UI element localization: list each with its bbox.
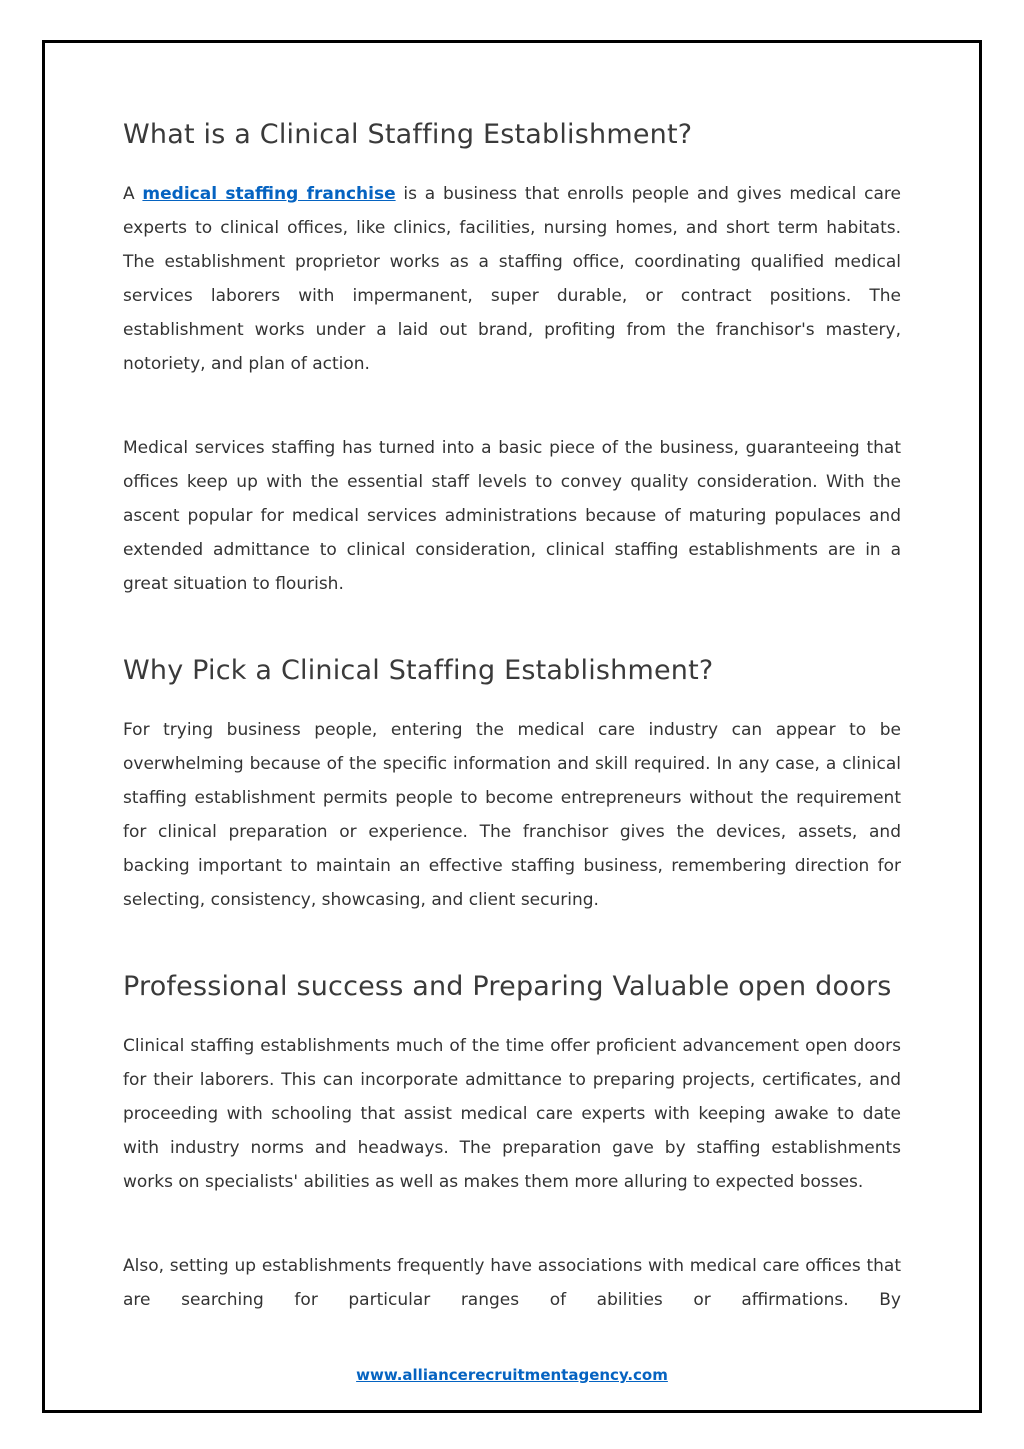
paragraph-1-rest: is a business that enrolls people and gives medical care experts to clinical offices, like clinics, facilities, nursing homes, and short term habitats. The establishment proprietor works as a staffing office, coordinating qualified medical services laborers with impermanent, super durable, or contract positions. The establishment works under a laid out brand, profiting from the franchisor's mastery, notoriety, and plan of action. [123, 184, 901, 374]
paragraph-3: For trying business people, entering the medical care industry can appear to be overwhelming because of the specific information and skill required. In any case, a clinical staffing establishment permits people to become entrepreneurs without the requirement for clinical preparation or experience. The franchisor gives the devices, assets, and backing important to maintain an effective staffing business, remembering direction for selecting, consistency, showcasing, and client securing. [123, 720, 901, 910]
paragraph-1-prefix: A [123, 184, 143, 204]
heading-professional-success: Professional success and Preparing Valuable open doors [123, 971, 892, 1002]
paragraph-5: Also, setting up establishments frequently have associations with medical care offices that are searching for particular ranges of abilities or affirmations. By [123, 1256, 901, 1310]
heading-why-pick: Why Pick a Clinical Staffing Establishment? [123, 655, 714, 686]
footer-link[interactable]: www.alliancerecruitmentagency.com [356, 1366, 668, 1384]
heading-what-is-clinical-staffing: What is a Clinical Staffing Establishment? [123, 119, 693, 150]
footer [45, 1365, 979, 1384]
paragraph-4: Clinical staffing establishments much of the time offer proficient advancement open doors for their laborers. This can incorporate admittance to preparing projects, certificates, and proceeding with schooling that assist medical care experts with keeping awake to date with industry norms and headways. The preparation gave by staffing establishments works on specialists' abilities as well as makes them more alluring to expected bosses. [123, 1036, 901, 1192]
medical-staffing-franchise-link[interactable]: medical staffing franchise [142, 184, 396, 204]
paragraph-2: Medical services staffing has turned into a basic piece of the business, guaranteeing that offices keep up with the essential staff levels to convey quality consideration. With the ascent popular for medical services administrations because of maturing populaces and extended admittance to clinical consideration, clinical staffing establishments are in a great situation to flourish. [123, 438, 901, 594]
paragraph-1 [123, 177, 901, 381]
page-border [42, 40, 982, 1413]
